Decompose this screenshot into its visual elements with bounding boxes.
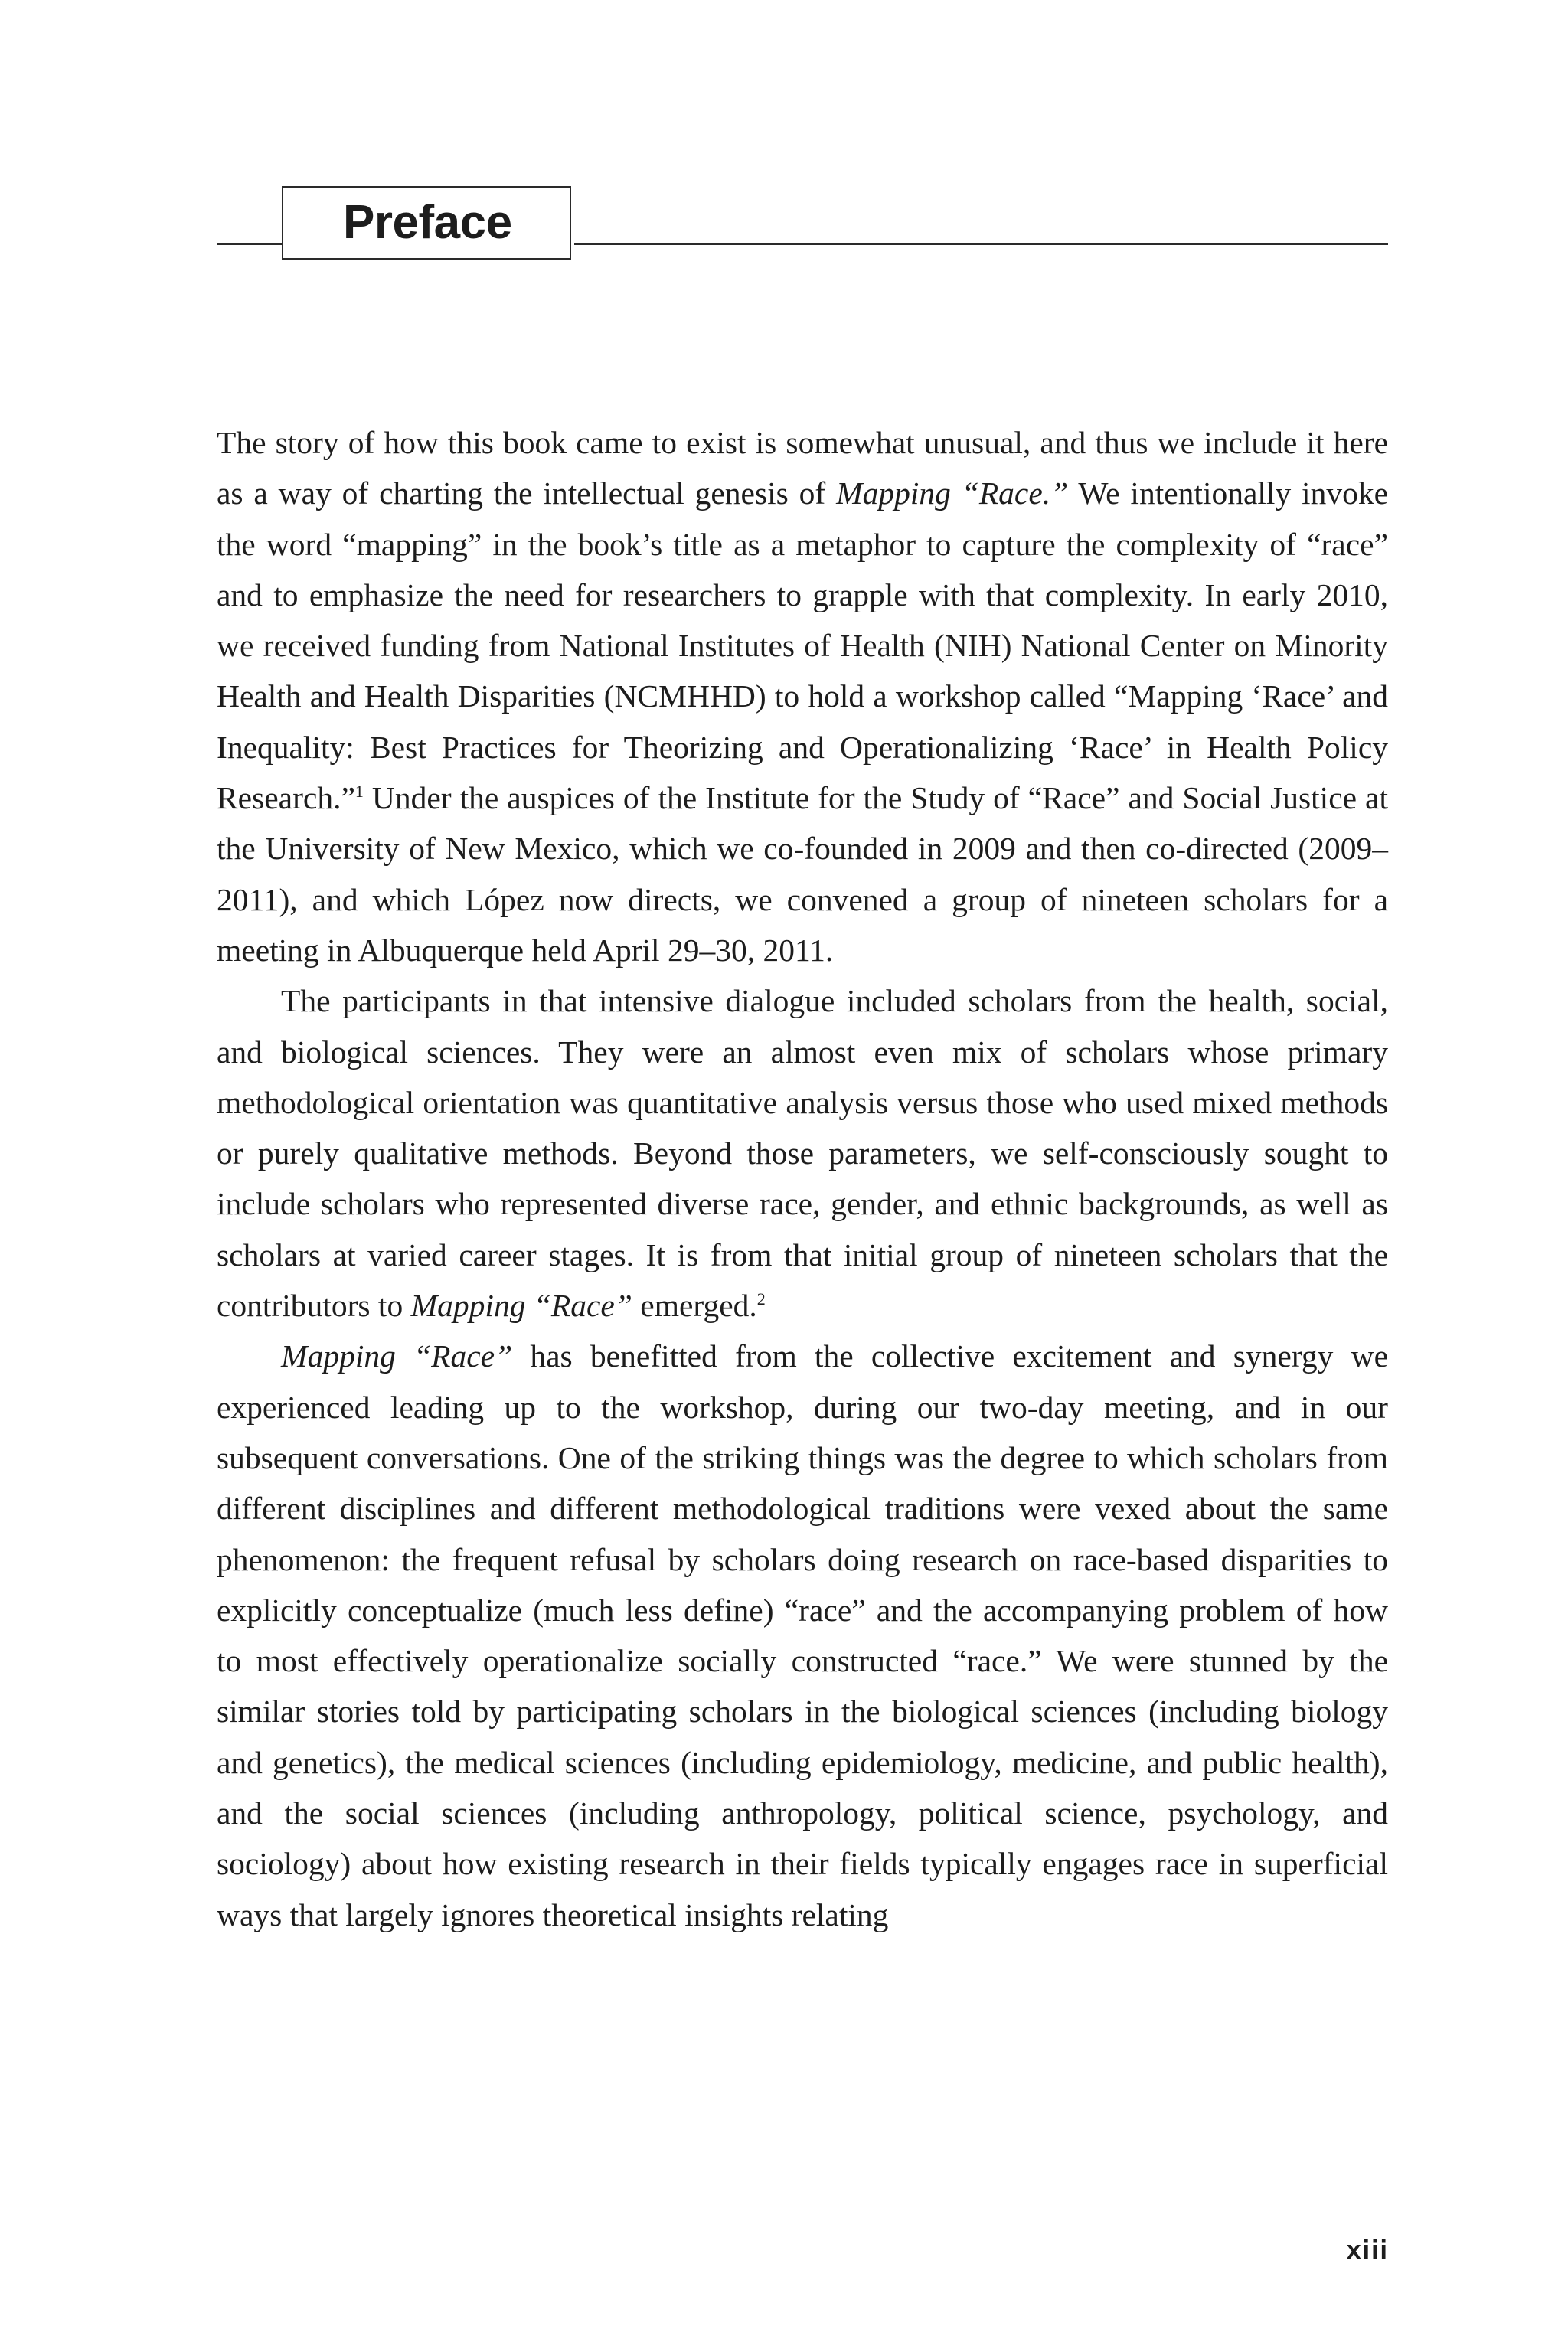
paragraph-3: Mapping “Race” has benefitted from the collective excitement and synergy we experienced leading up to the workshop, during our two-day meeting, and in our subsequent conversations. One of the striking things was the degree to which scholars from different disciplines and different methodological traditions were vexed about the same phenomenon: the frequent refusal by scholars doing research on race-based disparities to explicitly conceptualize (much less define) “race” and the accompanying problem of how to most effectively operationalize socially constructed “race.” We were stunned by the similar stories told by participating scholars in the biological sciences (including biology and genetics), the medical sciences (including epidemiology, medicine, and public health), and the social sciences (including anthropology, political science, psychology, and sociology) about how existing research in their fields typically engages race in superficial ways that largely ignores theoretical insights relating <box>217 1338 1389 1932</box>
paragraph-2: The participants in that intensive dialogue included scholars from the health, social, and biological sciences. They were an almost even mix of scholars whose primary methodological orientation was quantitative analysis versus those who used mixed methods or purely qualitative methods. Beyond those parameters, we self-consciously sought to include scholars who represented diverse race, gender, and ethnic backgrounds, as well as scholars at varied career stages. It is from that initial group of nineteen scholars that the contributors to Mapping “Race” emerged.$^2$ <box>217 983 1388 1324</box>
footnote-marker-2: 2 <box>756 1289 766 1309</box>
heading-rule-right <box>574 243 1388 245</box>
paragraph-1: The story of how this book came to exist is somewhat unusual, and thus we include it here as a way of charting the intellectual genesis of Mapping “Race.” We intentionally invoke the word “mapping” in the book’s title as a metaphor to capture the complexity of “race” and to emphasize the need for researchers to grapple with that complexity. In early 2010, we received funding from National Institutes of Health (NIH) National Center on Minority Health and Health Disparities (NCMHHD) to hold a workshop called “Mapping ‘Race’ and Inequality: Best Practices for Theorizing and Operationalizing ‘Race’ in Health Policy Research.”$^1$ Under the auspices of the Institute for the Study of “Race” and Social Justice at the University of New Mexico, which we co-founded in 2009 and then co-directed (2009–2011), and which López now directs, we convened a group of nineteen scholars for a meeting in Albuquerque held April 29–30, 2011. <box>217 425 1388 968</box>
book-title-italic: Mapping “Race” <box>410 1288 632 1324</box>
heading-rule-left <box>217 243 282 245</box>
body-text <box>217 417 1388 1940</box>
footnote-marker-1: 1 <box>354 782 364 802</box>
chapter-heading-box <box>282 186 571 260</box>
book-title-italic: Mapping “Race” <box>281 1338 513 1374</box>
book-title-italic: Mapping “Race.” <box>836 475 1069 511</box>
chapter-title: Preface <box>343 196 512 249</box>
page-number: xiii <box>1346 2236 1389 2265</box>
